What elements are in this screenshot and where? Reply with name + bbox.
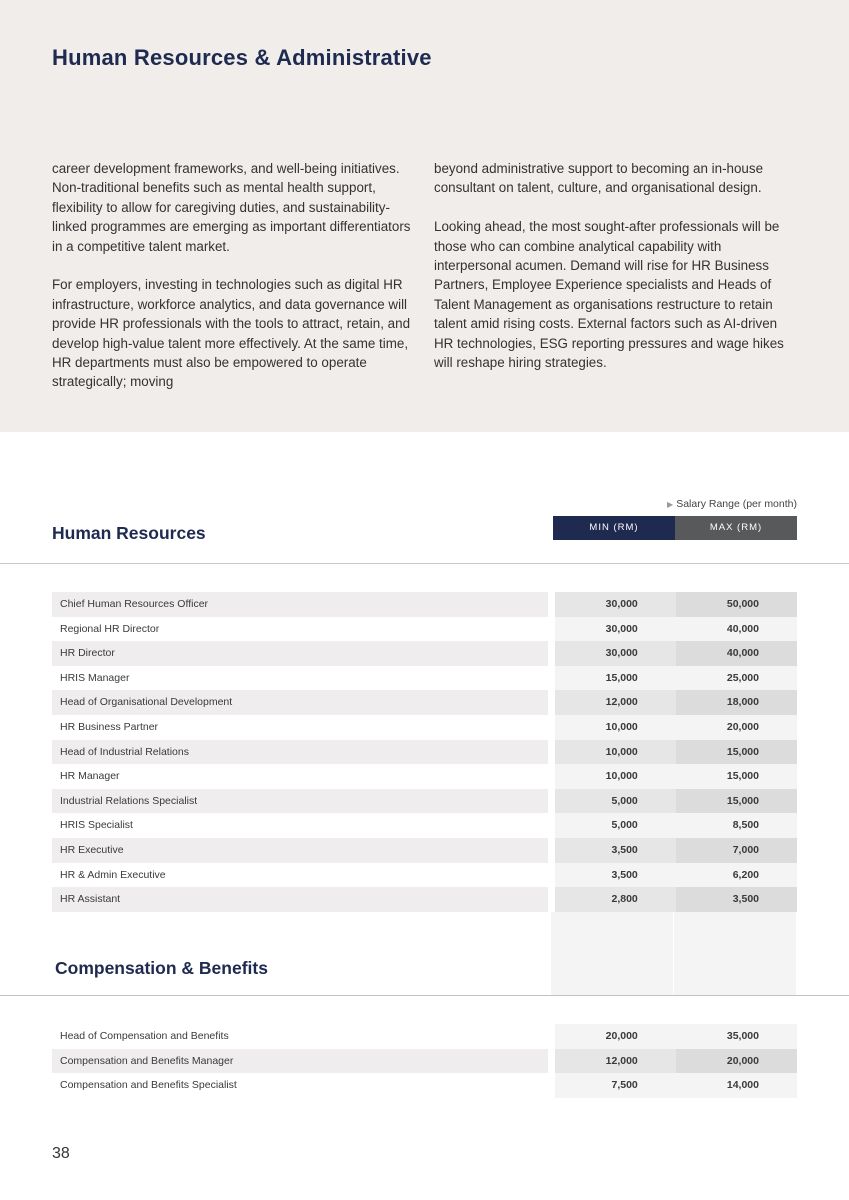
min-salary-cell: 3,500 (555, 838, 676, 863)
table-row (52, 666, 797, 691)
table-row (52, 1049, 797, 1074)
min-salary-cell: 5,000 (555, 813, 676, 838)
max-salary-cell: 50,000 (676, 592, 797, 617)
max-column-shade (674, 912, 796, 995)
table-row (52, 592, 797, 617)
page-title: Human Resources & Administrative (52, 45, 432, 70)
role-cell: HR Manager (52, 764, 548, 789)
section-divider (0, 563, 849, 564)
intro-left-column (52, 159, 412, 411)
role-cell: HRIS Specialist (52, 813, 548, 838)
max-salary-cell: 25,000 (676, 666, 797, 691)
role-cell: HR Director (52, 641, 548, 666)
max-salary-cell: 40,000 (676, 617, 797, 642)
min-salary-cell: 15,000 (555, 666, 676, 691)
table-row (52, 740, 797, 765)
role-cell: HR & Admin Executive (52, 863, 548, 888)
table-row (52, 838, 797, 863)
role-cell: HR Assistant (52, 887, 548, 912)
role-cell: HRIS Manager (52, 666, 548, 691)
min-salary-cell: 30,000 (555, 641, 676, 666)
role-cell: Industrial Relations Specialist (52, 789, 548, 814)
min-salary-cell: 12,000 (555, 690, 676, 715)
role-cell: Chief Human Resources Officer (52, 592, 548, 617)
min-salary-cell: 30,000 (555, 617, 676, 642)
min-salary-cell: 7,500 (555, 1073, 676, 1098)
max-salary-cell: 8,500 (676, 813, 797, 838)
page-number: 38 (52, 1145, 70, 1162)
max-column-header: MAX (RM) (675, 516, 797, 540)
min-salary-cell: 10,000 (555, 715, 676, 740)
max-salary-cell: 7,000 (676, 838, 797, 863)
compensation-benefits-table (52, 1024, 797, 1098)
table-row (52, 764, 797, 789)
role-cell: Compensation and Benefits Specialist (52, 1073, 548, 1098)
role-cell: Head of Compensation and Benefits (52, 1024, 548, 1049)
min-salary-cell: 10,000 (555, 740, 676, 765)
table-row (52, 690, 797, 715)
salary-range-note (600, 498, 797, 510)
table-row (52, 813, 797, 838)
intro-paragraph: career development frameworks, and well-being initiatives. Non-traditional benefits such as mental health support, flexibility to allow for caregiving duties, and sustainability-linked programmes are emerging as important differentiators in a competitive talent market. (52, 161, 411, 254)
max-salary-cell: 20,000 (676, 715, 797, 740)
max-salary-cell: 18,000 (676, 690, 797, 715)
max-salary-cell: 15,000 (676, 764, 797, 789)
min-salary-cell: 3,500 (555, 863, 676, 888)
max-salary-cell: 6,200 (676, 863, 797, 888)
table-row (52, 1024, 797, 1049)
min-salary-cell: 30,000 (555, 592, 676, 617)
max-salary-cell: 40,000 (676, 641, 797, 666)
table-row (52, 715, 797, 740)
role-cell: Compensation and Benefits Manager (52, 1049, 548, 1074)
table-row (52, 617, 797, 642)
role-cell: HR Business Partner (52, 715, 548, 740)
role-cell: Head of Industrial Relations (52, 740, 548, 765)
table-row (52, 863, 797, 888)
max-salary-cell: 3,500 (676, 887, 797, 912)
min-salary-cell: 20,000 (555, 1024, 676, 1049)
intro-paragraph: For employers, investing in technologies such as digital HR infrastructure, workforce analytics, and data governance will provide HR professionals with the tools to attract, retain, and develop high-value talent more effectively. At the same time, HR departments must also be empowered to operate strategically; moving (52, 277, 411, 390)
min-salary-cell: 5,000 (555, 789, 676, 814)
role-cell: Regional HR Director (52, 617, 548, 642)
table-row (52, 789, 797, 814)
role-cell: HR Executive (52, 838, 548, 863)
min-salary-cell: 2,800 (555, 887, 676, 912)
intro-right-column (434, 159, 799, 392)
human-resources-table (52, 592, 797, 912)
min-column-shade (551, 912, 673, 995)
intro-paragraph: beyond administrative support to becoming an in-house consultant on talent, culture, and organisational design. (434, 161, 764, 196)
table-row (52, 1073, 797, 1098)
max-salary-cell: 15,000 (676, 740, 797, 765)
min-salary-cell: 10,000 (555, 764, 676, 789)
section-divider (0, 995, 849, 996)
role-cell: Head of Organisational Development (52, 690, 548, 715)
triangle-right-icon: ▶ (667, 500, 674, 509)
max-salary-cell: 35,000 (676, 1024, 797, 1049)
salary-range-label: Salary Range (per month) (676, 498, 797, 510)
max-salary-cell: 14,000 (676, 1073, 797, 1098)
min-column-header: MIN (RM) (553, 516, 675, 540)
intro-paragraph: Looking ahead, the most sought-after professionals will be those who can combine analytical capability with interpersonal acumen. Demand will rise for HR Business Partners, Employee Experience specialists and Heads of Talent Management as organisations restructure to retain talent amid rising costs. External factors such as AI-driven HR technologies, ESG reporting pressures and wage hikes will reshape hiring strategies. (434, 219, 784, 371)
max-salary-cell: 20,000 (676, 1049, 797, 1074)
table-row (52, 887, 797, 912)
section-title-human-resources: Human Resources (52, 523, 206, 543)
section-title-compensation-benefits: Compensation & Benefits (55, 958, 268, 978)
max-salary-cell: 15,000 (676, 789, 797, 814)
min-salary-cell: 12,000 (555, 1049, 676, 1074)
table-row (52, 641, 797, 666)
